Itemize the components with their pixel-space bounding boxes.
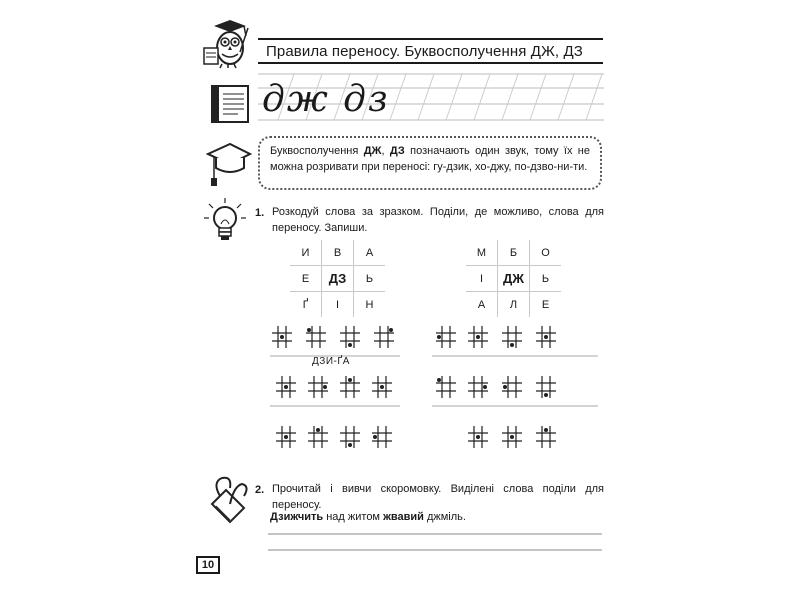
cipher-symbols bbox=[260, 318, 610, 458]
grid-cell: О bbox=[530, 240, 562, 266]
graduation-cap-icon bbox=[206, 140, 252, 190]
grid-cell: М bbox=[466, 240, 498, 266]
tongue-twister-word-1: Дзижчить bbox=[270, 511, 324, 523]
cursive-letters: дж дз bbox=[262, 79, 390, 120]
task-1-text: Розкодуй слова за зразком. Поділи, де можливо, слова для переносу. Запиши. bbox=[272, 206, 604, 234]
page-title: Правила переносу. Буквосполучення ДЖ, ДЗ bbox=[266, 42, 583, 60]
grid-cell: Ь bbox=[530, 266, 562, 292]
rule-dzh: ДЖ bbox=[363, 145, 382, 157]
grid-cell: Ь bbox=[354, 266, 386, 292]
grid-cell: І bbox=[322, 292, 354, 318]
light-bulb-icon bbox=[204, 198, 246, 246]
owl-teacher-icon bbox=[200, 18, 255, 70]
grid-cell: А bbox=[354, 240, 386, 266]
grid-cell: А bbox=[466, 292, 498, 318]
grid-cell: Ґ bbox=[290, 292, 322, 318]
notebook-icon bbox=[208, 82, 252, 126]
left-code-grid bbox=[290, 240, 385, 317]
grid-cell-center: ДЖ bbox=[498, 266, 530, 292]
tongue-twister: Дзижчить над житом жвавий джміль. bbox=[270, 511, 466, 523]
rule-box: Буквосполучення ДЖ, ДЗ позначають один звук, тому їх не можна розривати при переносі: гу-дзик, хо-джу, по-дзво-ни-ти. bbox=[258, 136, 602, 190]
tongue-twister-word-2: жвавий bbox=[383, 511, 424, 523]
task-2-number: 2. bbox=[255, 484, 265, 496]
page-number: 10 bbox=[196, 556, 220, 574]
grid-cell-center: ДЗ bbox=[322, 266, 354, 292]
binder-clip-icon bbox=[206, 474, 250, 524]
grid-cell: Н bbox=[354, 292, 386, 318]
grid-cell: В bbox=[322, 240, 354, 266]
grid-cell: И bbox=[290, 240, 322, 266]
grid-cell: Б bbox=[498, 240, 530, 266]
example-answer: ДЗИ-ҐА bbox=[312, 356, 350, 367]
grid-cell: Л bbox=[498, 292, 530, 318]
rule-dz: ДЗ bbox=[389, 145, 405, 157]
task-2-text: Прочитай і вивчи скоромовку. Виділені слова поділи для переносу. bbox=[272, 483, 604, 511]
writing-lines bbox=[268, 528, 608, 556]
task-1-number: 1. bbox=[255, 207, 265, 219]
right-code-grid bbox=[466, 240, 561, 317]
page-title-bar bbox=[258, 38, 603, 64]
grid-cell: І bbox=[466, 266, 498, 292]
grid-cell: Е bbox=[530, 292, 562, 318]
grid-cell: Е bbox=[290, 266, 322, 292]
